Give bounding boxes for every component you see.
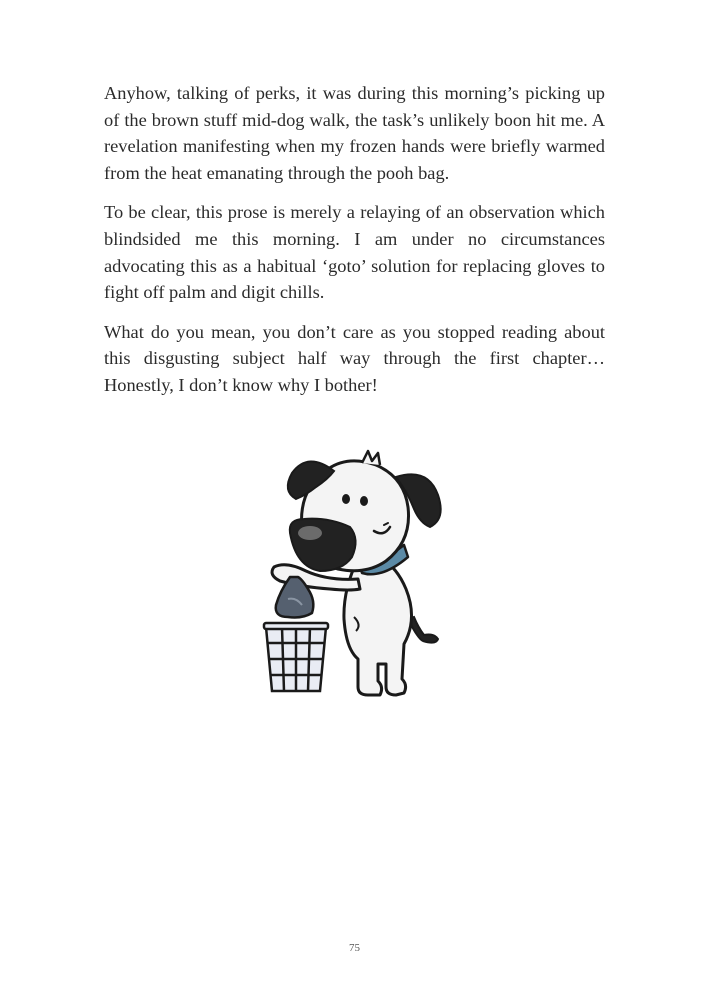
dog-illustration — [258, 449, 448, 699]
dog-eye-left — [342, 494, 350, 504]
paragraph-2: To be clear, this prose is merely a relaying of an observation which blindsided me this morning. I am under no circumstances advocating this as a habitual ‘goto’ solution for replacing gloves to fight off palm and digit chills. — [104, 202, 605, 303]
page-body — [104, 80, 605, 412]
page-number: 75 — [349, 942, 360, 954]
dog-nose — [290, 519, 356, 571]
dog-body — [344, 557, 412, 695]
waste-bin — [266, 627, 326, 691]
paragraph-3: What do you mean, you don’t care as you stopped reading about this disgusting subject half way through the first chapter… Honestly, I don’t know why I bother! — [104, 321, 605, 395]
paragraph-1: Anyhow, talking of perks, it was during this morning’s picking up of the brown stuff mid-dog walk, the task’s unlikely boon hit me. A revelation manifesting when my frozen hands were briefly warmed from the heat emanating through the pooh bag. — [104, 83, 605, 183]
dog-eye-right — [360, 496, 368, 506]
